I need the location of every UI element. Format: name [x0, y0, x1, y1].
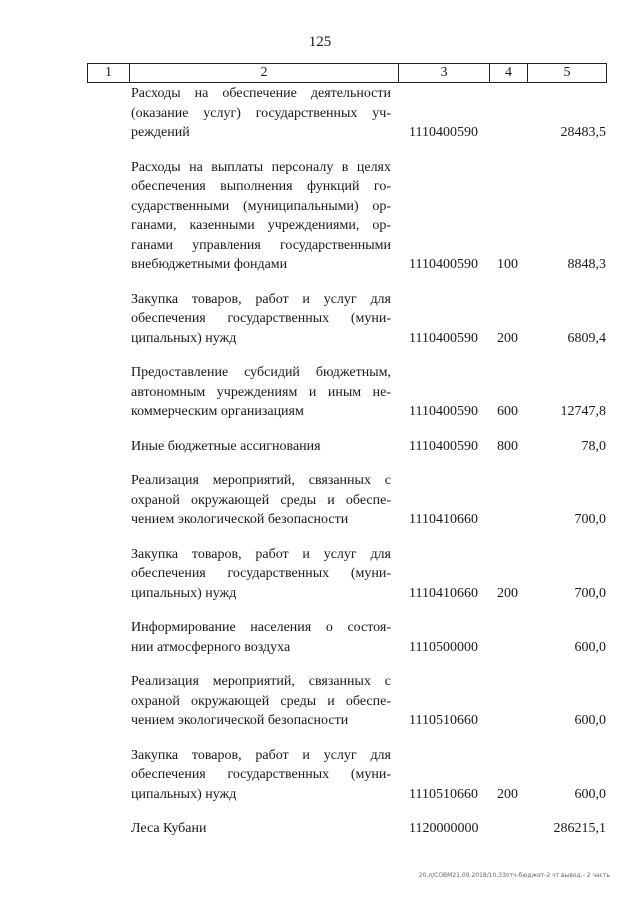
- row-expense-type: 600: [497, 404, 518, 419]
- table-row: [0, 819, 640, 854]
- row-name-line: Леса Кубани: [131, 821, 207, 836]
- row-name-line: коммерческим организациям: [131, 404, 304, 419]
- row-code: 1110400590: [409, 125, 478, 140]
- row-name-line: чением экологической безопасности: [131, 713, 349, 728]
- row-name-line: охраной окружающей среды и обеспе-: [131, 492, 391, 508]
- table-row: [0, 672, 640, 746]
- row-code: 1110410660: [409, 512, 478, 527]
- row-expense-type: 200: [497, 786, 518, 802]
- table-row: [0, 363, 640, 437]
- row-amount: 6809,4: [567, 330, 606, 346]
- row-name: [131, 363, 391, 422]
- row-name-line: Закупка товаров, работ и услуг для: [131, 546, 391, 562]
- row-name: [131, 618, 391, 657]
- column-header-2: 2: [260, 65, 268, 80]
- row-name: [131, 158, 391, 275]
- row-amount: 286215,1: [553, 821, 606, 836]
- table-row: [0, 618, 640, 672]
- column-header-3: 3: [440, 65, 448, 80]
- row-name-line: Информирование населения о состоя-: [131, 620, 391, 635]
- row-amount: 600,0: [574, 639, 606, 655]
- column-header-5: 5: [563, 65, 571, 80]
- row-code: 1110410660: [409, 585, 478, 601]
- table-row: [0, 158, 640, 290]
- table-row: [0, 746, 640, 820]
- row-name-line: охраной окружающей среды и обеспе-: [131, 693, 391, 709]
- row-name-line: сударственными (муниципальными) ор-: [131, 198, 391, 214]
- table-row: [0, 437, 640, 472]
- row-amount: 12747,8: [560, 404, 606, 419]
- row-amount: 78,0: [581, 438, 606, 454]
- row-name: [131, 471, 391, 530]
- row-name-line: внебюджетными фондами: [131, 257, 288, 272]
- column-header-row: [87, 63, 607, 83]
- row-name-line: Закупка товаров, работ и услуг для: [131, 291, 391, 307]
- row-name-line: автономным учреждениям и иным не-: [131, 384, 391, 400]
- row-code: 1110510660: [409, 713, 478, 728]
- row-name-line: ципальных) нужд: [131, 585, 237, 601]
- row-name-line: обеспечения государственных (муни-: [131, 767, 391, 782]
- row-name: [131, 290, 391, 349]
- row-code: 1110400590: [409, 257, 478, 272]
- row-name-line: обеспечения выполнения функций го-: [131, 179, 391, 194]
- row-name: [131, 819, 391, 839]
- row-name-line: Закупка товаров, работ и услуг для: [131, 747, 391, 763]
- row-name-line: Предоставление субсидий бюджетным,: [131, 365, 391, 380]
- row-name-line: Реализация мероприятий, связанных с: [131, 674, 391, 689]
- column-header-4: 4: [505, 65, 512, 80]
- row-code: 1110400590: [409, 438, 478, 454]
- row-name-line: реждений: [131, 125, 190, 140]
- row-amount: 600,0: [574, 713, 606, 728]
- page-number: 125: [308, 34, 332, 50]
- row-expense-type: 100: [497, 257, 518, 272]
- row-amount: 700,0: [574, 512, 606, 527]
- row-name-line: Расходы на обеспечение деятельности: [131, 86, 391, 101]
- row-name-line: обеспечения государственных (муни-: [131, 311, 391, 326]
- table-row: [0, 84, 640, 158]
- row-name-line: ципальных) нужд: [131, 786, 237, 802]
- row-name-line: Иные бюджетные ассигнования: [131, 438, 321, 454]
- row-code: 1110500000: [409, 639, 478, 655]
- row-name-line: Расходы на выплаты персоналу в целях: [131, 159, 391, 175]
- table-row: [0, 290, 640, 364]
- row-name-line: ганами управления государственными: [131, 237, 391, 253]
- row-name: [131, 437, 391, 457]
- budget-table-body: [0, 84, 640, 854]
- row-code: 1120000000: [409, 821, 479, 836]
- row-name-line: чением экологической безопасности: [131, 512, 349, 527]
- row-name: [131, 672, 391, 731]
- column-header-1: 1: [105, 65, 112, 80]
- row-name-line: ципальных) нужд: [131, 330, 237, 346]
- row-name-line: Реализация мероприятий, связанных с: [131, 473, 391, 488]
- row-name-line: нии атмосферного воздуха: [131, 639, 291, 655]
- row-expense-type: 200: [497, 330, 518, 346]
- row-expense-type: 200: [497, 585, 518, 601]
- table-row: [0, 545, 640, 619]
- row-amount: 28483,5: [560, 125, 606, 140]
- row-code: 1110400590: [409, 404, 478, 419]
- row-name-line: ганами, казенными учреждениями, ор-: [131, 218, 391, 233]
- row-amount: 700,0: [574, 585, 606, 601]
- row-name: [131, 84, 391, 143]
- row-name: [131, 545, 391, 604]
- footer-note: 20.л/СОВМ21.09.2018/10.33отч-бюджет-2 чт.вывод.- 2 часть: [418, 872, 610, 879]
- row-name-line: обеспечения государственных (муни-: [131, 566, 391, 581]
- row-name: [131, 746, 391, 805]
- table-row: [0, 471, 640, 545]
- row-code: 1110510660: [409, 786, 478, 802]
- row-expense-type: 800: [497, 438, 518, 454]
- row-amount: 600,0: [574, 786, 606, 802]
- row-name-line: (оказание услуг) государственных уч-: [131, 105, 391, 121]
- row-amount: 8848,3: [567, 257, 606, 272]
- row-code: 1110400590: [409, 330, 478, 346]
